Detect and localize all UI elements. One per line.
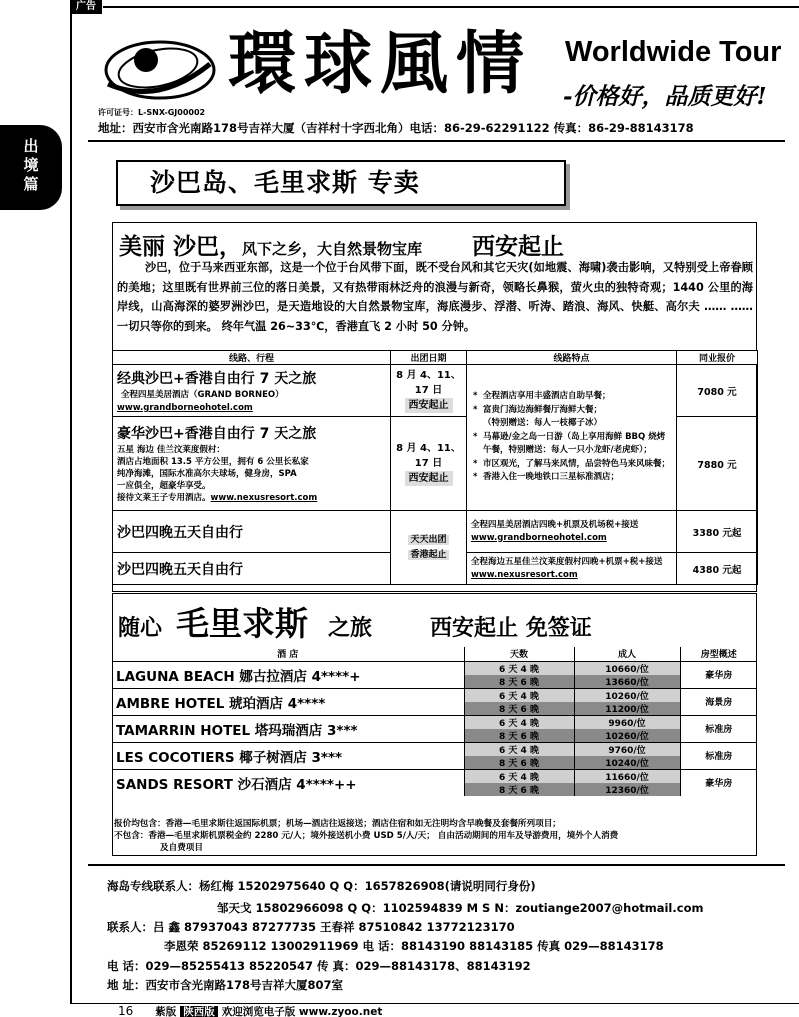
contact-line: 邹天戈 15802966098 Q Q：1102594839 M S N：zoutiange2007@hotmail.com bbox=[217, 901, 704, 915]
route-url-link[interactable]: www.nexusresort.com bbox=[210, 493, 318, 503]
mauritius-heading-pre: 随心 bbox=[118, 616, 163, 641]
hotel-duration: 8 天 6 晚 bbox=[464, 729, 574, 743]
sabah-routes-table bbox=[112, 350, 758, 585]
contact-line: 电 话：029—85255413 85220547 传 真：029—88143178、88143192 bbox=[107, 959, 531, 973]
hotel-price: 12360/位 bbox=[574, 783, 680, 796]
feature-item: 全程四星美居酒店四晚+机票及机场税+接送 bbox=[471, 519, 639, 530]
contact-line: 联系人：吕 鑫 87937043 87277735 王春祥 87510842 13772123170 bbox=[107, 920, 515, 934]
date-origin: 西安起止 bbox=[405, 398, 453, 413]
side-tab-char: 篇 bbox=[23, 175, 39, 193]
frame-top-rule bbox=[103, 6, 799, 8]
hotel-duration: 6 天 4 晚 bbox=[464, 715, 574, 729]
hotel-price: 9960/位 bbox=[574, 715, 680, 729]
hotel-room-type: 海景房 bbox=[680, 688, 757, 715]
hotel-duration: 6 天 4 晚 bbox=[464, 769, 574, 783]
route-features bbox=[467, 511, 677, 553]
page-number: 16 bbox=[118, 1004, 134, 1017]
hotel-price: 10260/位 bbox=[574, 688, 680, 702]
table-row bbox=[112, 769, 757, 783]
license-number: 许可证号：L-SNX-GJ00002 bbox=[98, 108, 206, 117]
route-name: 沙巴四晚五天自由行 bbox=[113, 553, 391, 585]
hotel-name: SANDS RESORT 沙石酒店 4****++ bbox=[112, 769, 464, 796]
sabah-heading-main: 美丽 沙巴， bbox=[119, 234, 243, 260]
desc-line: 一应俱全，超豪华享受。 bbox=[117, 481, 211, 491]
mauritius-heading-origin: 西安起止 免签证 bbox=[430, 616, 592, 641]
contact-line: 海岛专线联系人：杨红梅 15202975640 Q Q：1657826908(请说明同行身份) bbox=[107, 879, 536, 893]
table-row bbox=[112, 715, 757, 729]
hotel-duration: 6 天 4 晚 bbox=[464, 661, 574, 675]
frame-left-rule bbox=[70, 14, 72, 1004]
hotel-room-type: 豪华房 bbox=[680, 769, 757, 796]
mauritius-notes bbox=[114, 818, 754, 854]
hotel-room-type: 标准房 bbox=[680, 742, 757, 769]
note-line: 不包含：香港—毛里求斯机票税金约 2280 元/人；境外接送机小费 USD 5/人/天； 自由活动期间的用车及导游费用，境外个人消费 bbox=[114, 831, 619, 841]
sabah-heading bbox=[119, 228, 564, 261]
route-features bbox=[467, 553, 677, 585]
desc-line: 酒店占地面积 13.5 平方公里，拥有 6 公里长私家 bbox=[117, 457, 309, 467]
hotel-room-type: 豪华房 bbox=[680, 661, 757, 688]
route-url-link[interactable]: www.nexusresort.com bbox=[471, 569, 578, 580]
date-line: 8 月 4、11、 bbox=[396, 443, 461, 454]
brand-name-en: Worldwide Tour bbox=[565, 36, 782, 68]
table-header: 酒 店 bbox=[112, 647, 464, 661]
table-row bbox=[113, 511, 758, 553]
route-name: 豪华沙巴+香港自由行 7 天之旅 bbox=[117, 426, 317, 442]
route-url-link[interactable]: www.grandborneohotel.com bbox=[117, 403, 253, 413]
hotel-duration: 8 天 6 晚 bbox=[464, 783, 574, 796]
table-row bbox=[112, 688, 757, 702]
sabah-heading-origin: 西安起止 bbox=[472, 234, 565, 260]
route-dates bbox=[391, 417, 467, 511]
hotel-name: LAGUNA BEACH 娜古拉酒店 4****+ bbox=[112, 661, 464, 688]
free-route-dates bbox=[391, 511, 467, 585]
edition-label: 紫版 bbox=[155, 1006, 177, 1017]
brand-name-cn: 環球風情 bbox=[228, 24, 533, 104]
feature-item: * 香港入住一晚地铁口三星标准酒店； bbox=[473, 471, 670, 485]
route-name: 沙巴四晚五天自由行 bbox=[113, 511, 391, 553]
table-header: 线路特点 bbox=[467, 351, 677, 365]
hotel-price: 9760/位 bbox=[574, 742, 680, 756]
note-line: 报价均包含：香港—毛里求斯往返国际机票；机场—酒店往返接送；酒店住宿和如无注明均含早晚餐及套餐所列项目； bbox=[114, 819, 561, 829]
table-header: 出团日期 bbox=[391, 351, 467, 365]
hotel-name: LES COCOTIERS 椰子树酒店 3*** bbox=[112, 742, 464, 769]
hotel-price: 11660/位 bbox=[574, 769, 680, 783]
page-title: 沙巴岛、毛里求斯 专卖 bbox=[116, 160, 566, 206]
date-origin: 西安起止 bbox=[405, 471, 453, 486]
feature-item: * 全程酒店享用丰盛酒店自助早餐； bbox=[473, 390, 670, 404]
hotel-price: 10660/位 bbox=[574, 661, 680, 675]
hotel-price: 11200/位 bbox=[574, 702, 680, 716]
hotel-price: 10240/位 bbox=[574, 756, 680, 770]
mauritius-heading-main: 毛里求斯 bbox=[176, 604, 309, 643]
table-header: 房型概述 bbox=[680, 647, 757, 661]
hotel-duration: 8 天 6 晚 bbox=[464, 756, 574, 770]
route-price: 7880 元 bbox=[677, 417, 758, 511]
contact-divider bbox=[88, 864, 785, 866]
ad-tag: 广告 bbox=[70, 0, 102, 14]
hotel-room-type: 标准房 bbox=[680, 715, 757, 742]
side-tab-char: 境 bbox=[23, 156, 39, 174]
brand-slogan: -价格好，品质更好! bbox=[563, 83, 767, 110]
date-line: 8 月 4、11、 bbox=[396, 370, 461, 381]
hotel-duration: 6 天 4 晚 bbox=[464, 742, 574, 756]
table-header: 天数 bbox=[464, 647, 574, 661]
header-divider bbox=[88, 140, 785, 142]
table-row bbox=[112, 742, 757, 756]
date-line: 17 日 bbox=[414, 458, 443, 469]
hotel-duration: 6 天 4 晚 bbox=[464, 688, 574, 702]
side-tab-char: 出 bbox=[23, 137, 39, 155]
hotel-name: AMBRE HOTEL 琥珀酒店 4**** bbox=[112, 688, 464, 715]
table-row bbox=[113, 365, 758, 417]
desc-line: 纯净海滩，国际水准高尔夫球场，健身房，SPA bbox=[117, 469, 297, 479]
footer-website[interactable]: 欢迎浏览电子版 www.zyoo.net bbox=[221, 1006, 383, 1017]
mauritius-hotels-table bbox=[112, 647, 757, 796]
feature-item: * 富贵门海边海鲜餐厅海鲜大餐； bbox=[473, 404, 670, 418]
route-url-link[interactable]: www.grandborneohotel.com bbox=[471, 532, 607, 543]
feature-item: 全程海边五星佳兰汶莱度假村四晚+机票+税+接送 bbox=[471, 556, 663, 567]
sabah-heading-sub: 风下之乡，大自然景物宝库 bbox=[242, 240, 423, 258]
desc-line: 接待文莱王子专用酒店。 bbox=[117, 493, 211, 503]
mauritius-heading-post: 之旅 bbox=[328, 616, 373, 641]
mauritius-heading bbox=[118, 598, 592, 645]
hotel-duration: 8 天 6 晚 bbox=[464, 675, 574, 689]
route-dates bbox=[391, 365, 467, 417]
table-header: 成人 bbox=[574, 647, 680, 661]
hotel-name: TAMARRIN HOTEL 塔玛瑞酒店 3*** bbox=[112, 715, 464, 742]
table-row bbox=[112, 661, 757, 675]
note-line: 及自费项目 bbox=[160, 843, 203, 853]
date-line: 香港起止 bbox=[410, 549, 447, 560]
route-price: 4380 元起 bbox=[677, 553, 758, 585]
contact-line: 李恩荣 85269112 13002911969 电 话：88143190 88143185 传真 029—88143178 bbox=[164, 939, 664, 953]
sabah-intro: 沙巴，位于马来西亚东部，这是一个位于台风带下面，既不受台风和其它天灾(如地震、海啸)袭击影响，又特别受上帝眷顾的美地；这里既有世界前三位的落日美景，又有热带雨林泛舟的浪漫与新奇，领略长鼻猴，萤火虫的独特奇观；1440 公里的海岸线，山高海深的婆罗洲沙巴，是天造地设的大自然景物宝库，海底漫步、浮潜、听涛、踏浪、海风、快艇、高尔夫 …… …… 一切只等你的到来。 终年气温 26~33℃，香港直飞 2 小时 50 分钟。 bbox=[117, 261, 753, 333]
hotel-price: 13660/位 bbox=[574, 675, 680, 689]
route-desc bbox=[113, 444, 390, 506]
contact-line: 地 址：西安市含光南路178号吉祥大厦807室 bbox=[107, 978, 344, 992]
feature-item: （特别赠送：每人一枝椰子冰） bbox=[483, 418, 603, 429]
table-header: 线路、行程 bbox=[113, 351, 391, 365]
date-line: 17 日 bbox=[414, 385, 443, 396]
route-desc: 全程四星美居酒店（GRAND BORNEO） bbox=[121, 390, 284, 400]
edition-badge: 陕西版 bbox=[180, 1006, 218, 1017]
feature-item: * 马幕逊/金之岛一日游（岛上享用海鲜 BBQ 烧烤午餐，特别赠送：每人一只小龙虾/老虎虾）； bbox=[473, 431, 670, 458]
hotel-price: 10260/位 bbox=[574, 729, 680, 743]
agency-address-line: 地址：西安市含光南路178号吉祥大厦（吉祥村十字西北角）电话：86-29-62291122 传真：86-29-88143178 bbox=[98, 121, 694, 135]
route-price: 7080 元 bbox=[677, 365, 758, 417]
globe-logo-icon bbox=[98, 34, 216, 106]
date-line: 天天出团 bbox=[410, 534, 447, 545]
hotel-duration: 8 天 6 晚 bbox=[464, 702, 574, 716]
route-name: 经典沙巴+香港自由行 7 天之旅 bbox=[117, 371, 317, 387]
table-header: 同业报价 bbox=[677, 351, 758, 365]
page-footer bbox=[118, 1004, 382, 1017]
route-features bbox=[467, 365, 677, 511]
feature-item: * 市区观光，了解马来风情，品尝特色马来风味餐； bbox=[473, 458, 670, 472]
route-price: 3380 元起 bbox=[677, 511, 758, 553]
desc-line: 五星 海边 佳兰汶莱度假村： bbox=[117, 445, 225, 455]
section-side-tab bbox=[0, 125, 62, 210]
